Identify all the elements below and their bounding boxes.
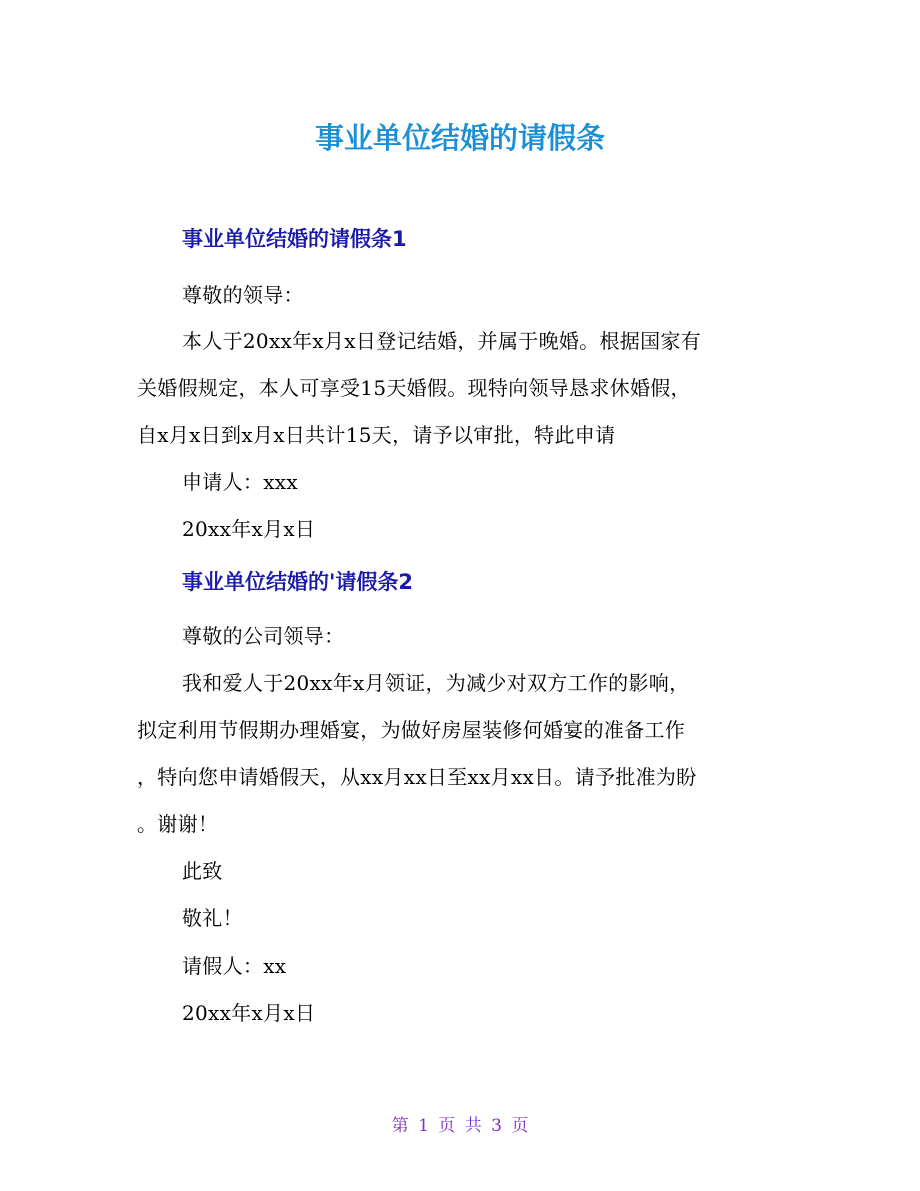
section-2-salutation: 尊敬的公司领导： xyxy=(182,624,345,648)
document-title: 事业单位结婚的请假条 xyxy=(314,121,605,155)
section-1-body-line-3: 自x月x日到x月x日共计15天，请予以审批，特此申请 xyxy=(137,423,616,447)
section-1-date: 20xx年x月x日 xyxy=(182,517,316,541)
section-1-applicant: 申请人：xxx xyxy=(182,470,298,494)
section-2-closing-1: 此致 xyxy=(182,859,223,883)
section-2-body-line-2: 拟定利用节假期办理婚宴，为做好房屋装修何婚宴的准备工作 xyxy=(137,718,686,742)
section-1-body-line-2: 关婚假规定，本人可享受15天婚假。现特向领导恳求休婚假， xyxy=(137,376,691,400)
page-footer: 第 1 页 共 3 页 xyxy=(391,1116,529,1136)
section-2-body-line-1: 我和爱人于20xx年x月领证，为减少对双方工作的影响， xyxy=(182,671,690,695)
section-2-body-line-4: 。谢谢！ xyxy=(137,812,219,836)
section-2-closing-2: 敬礼！ xyxy=(182,906,243,930)
section-1-heading: 事业单位结婚的请假条1 xyxy=(182,227,407,251)
section-2-body-line-3: ，特向您申请婚假天，从xx月xx日至xx月xx日。请予批准为盼 xyxy=(137,765,697,789)
section-2-applicant: 请假人：xx xyxy=(182,954,287,978)
section-2-date: 20xx年x月x日 xyxy=(182,1001,316,1025)
section-1-body-line-1: 本人于20xx年x月x日登记结婚，并属于晚婚。根据国家有 xyxy=(182,329,701,353)
section-1-salutation: 尊敬的领导： xyxy=(182,283,304,307)
section-2-heading: 事业单位结婚的'请假条2 xyxy=(182,570,414,594)
